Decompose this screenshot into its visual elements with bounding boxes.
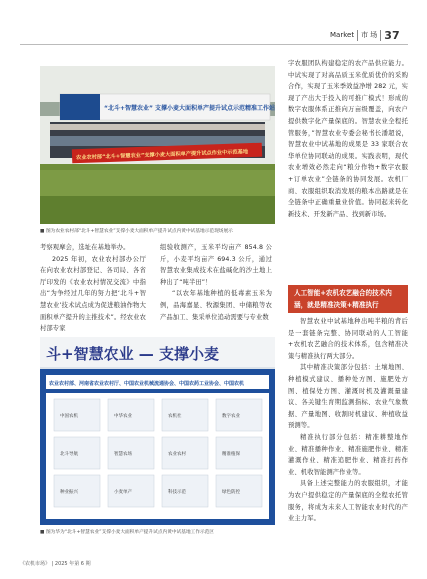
photo2-caption-text: 图为华为“北斗+智慧农业”支撑小麦大面积单产提升试点内黄中试基地工作示范区 bbox=[45, 530, 215, 535]
page-footer bbox=[20, 560, 91, 567]
exhibition-board-image bbox=[40, 337, 275, 525]
page-header bbox=[330, 28, 410, 42]
section-en: Market bbox=[330, 31, 355, 39]
left-para-2: 2025 年初，农业农村部办公厅在向农业农村部登记、各司局、各省厅印发的《农业农村情况交流》中指出“为争经过几年的努力把‘北斗+智慧农业’技术试点成为促进粮油作物大面积单产提升的主推技术”。经农业农村部专家 bbox=[40, 255, 146, 333]
back-banner-text: “北斗+智慧农业” 支撑小麦大面积单产提升试点示范精准工作站 bbox=[104, 105, 275, 112]
top-sign-text: 斗+智慧农业 — 支撑小麦 bbox=[46, 345, 220, 363]
sponsor-card: 中华农业 bbox=[114, 414, 132, 419]
right-para-1: 字农服团队构建稳定的农产品供应能力。中试实现了对高品质玉米优质优价的采购合作，实现了玉米季效益净增 282 元，实现了产出大于投入的可推广模式！形成的数字农服体系正推向万亩级覆盖，向农户提供数字化产量保底的。智慧农业全程托管服务，”智慧农业专委会秘书长潘超说，智慧农业中试基地的成果是 33 家联合农华单位协同联动的成果。实践表明，现代农业增效必然走向“粮分作物+数字农服+订单农业”全链条的协同发展。农机厂商、农服组织取消发展的粮本出路就是在全链条中正确重量业价值。协同起来转化新技术、开发新产品、找到新市场。 bbox=[288, 60, 408, 218]
sponsor-card: 小麦单产 bbox=[114, 490, 132, 495]
section-heading-text: 人工智能+农机农艺融合的技术内涵，就是精准决策+精准执行 bbox=[294, 289, 392, 309]
right-para-4: 精准执行部分包括：精准耕整地作业、精准播种作业、精准施肥作业、精准灌溉作业、精准追肥作业、精准打药作业、机收智能测产作业等。 bbox=[288, 433, 408, 476]
caption-mark-icon: ■ bbox=[40, 229, 45, 234]
mid-para-1: 组验收测产，玉米平均亩产 854.8 公斤，小麦平均亩产 694.3 公斤，通过智慧农业集成技术在盐碱化的沙土地上种出了“吨半田”！ bbox=[160, 244, 272, 286]
middle-column bbox=[160, 242, 272, 323]
caption-mark-icon: ■ bbox=[40, 530, 45, 535]
photo1-caption bbox=[40, 228, 280, 235]
footer-journal: 《农机市场》 bbox=[20, 561, 51, 567]
footer-issue: 2025 年第 6 期 bbox=[54, 561, 91, 567]
footer-sep: | bbox=[51, 561, 55, 567]
page-number: 37 bbox=[384, 28, 400, 42]
header-divider bbox=[357, 30, 358, 41]
right-para-3: 其中精准决策部分包括：土壤地图、种植模式建议、播种处方图、施肥处方图、植保处方图、灌溉时机及灌溉量建议、各关键生育期监测指标、农业气象数据、产量地图、收割时机建议、种植收益预测等。 bbox=[288, 364, 408, 430]
sponsor-card: 智慧农场 bbox=[114, 452, 132, 457]
mid-para-2: “以农年基地种植的低毒素玉米为例，品海嘉显、牧源集团、中储粮等农产品加工、集采单位追动需要与专业数 bbox=[160, 290, 272, 321]
sponsor-card: 绿色防控 bbox=[222, 490, 240, 495]
photo-field-team bbox=[40, 66, 275, 224]
section-heading-box bbox=[288, 285, 408, 313]
photo1-caption-text: 图为农业农村部“北斗+智慧农业”支撑小麦大面积单产提升试点内黄中试基地示范现场展示 bbox=[45, 229, 233, 234]
sponsor-card: 北斗导航 bbox=[60, 452, 78, 457]
sponsor-card: 数字农业 bbox=[222, 414, 240, 419]
header-divider bbox=[380, 30, 381, 41]
right-para-2: 智慧农业中试基地种出吨半粮的背后是一套链条完整、协同联动的人工智能+农机农艺融合的技术体系，包含精准决策与精准执行两大部分。 bbox=[288, 318, 408, 360]
sponsor-card: 科技示范 bbox=[168, 490, 186, 495]
left-para-1: 考察观摩会，选址在基地举办。 bbox=[40, 244, 130, 251]
photo2-caption bbox=[40, 529, 280, 536]
sponsor-card: 农业农村 bbox=[168, 452, 186, 457]
right-para-5: 具备上述完整能力的农服组织，才能为农户提供稳定的产量保底的全程农托管服务，将成为未来人工智能农业时代的产业主力军。 bbox=[288, 480, 408, 523]
sponsor-card: 农机社 bbox=[168, 414, 182, 419]
photo-exhibition-board bbox=[40, 337, 275, 525]
section-cn: 市 场 bbox=[361, 31, 378, 39]
left-column bbox=[40, 242, 146, 335]
sponsor-card: 种业振兴 bbox=[60, 490, 78, 495]
right-column-lower bbox=[288, 316, 408, 525]
sponsor-card: 精准植保 bbox=[222, 452, 240, 457]
right-column-upper bbox=[288, 58, 408, 220]
front-banner-text: 农业农村部“北斗+智慧农业”支撑小麦大面积单产提升试点作业中示范基地 bbox=[76, 149, 249, 162]
sponsor-card: 中国农机 bbox=[60, 414, 78, 419]
org-line-text: 农业农村部、河南省农业农村厅、中国农业机械流通协会、中国农药工业协会、中国农机 bbox=[49, 381, 245, 387]
header-rule bbox=[20, 44, 408, 45]
field-team-image bbox=[40, 66, 275, 224]
